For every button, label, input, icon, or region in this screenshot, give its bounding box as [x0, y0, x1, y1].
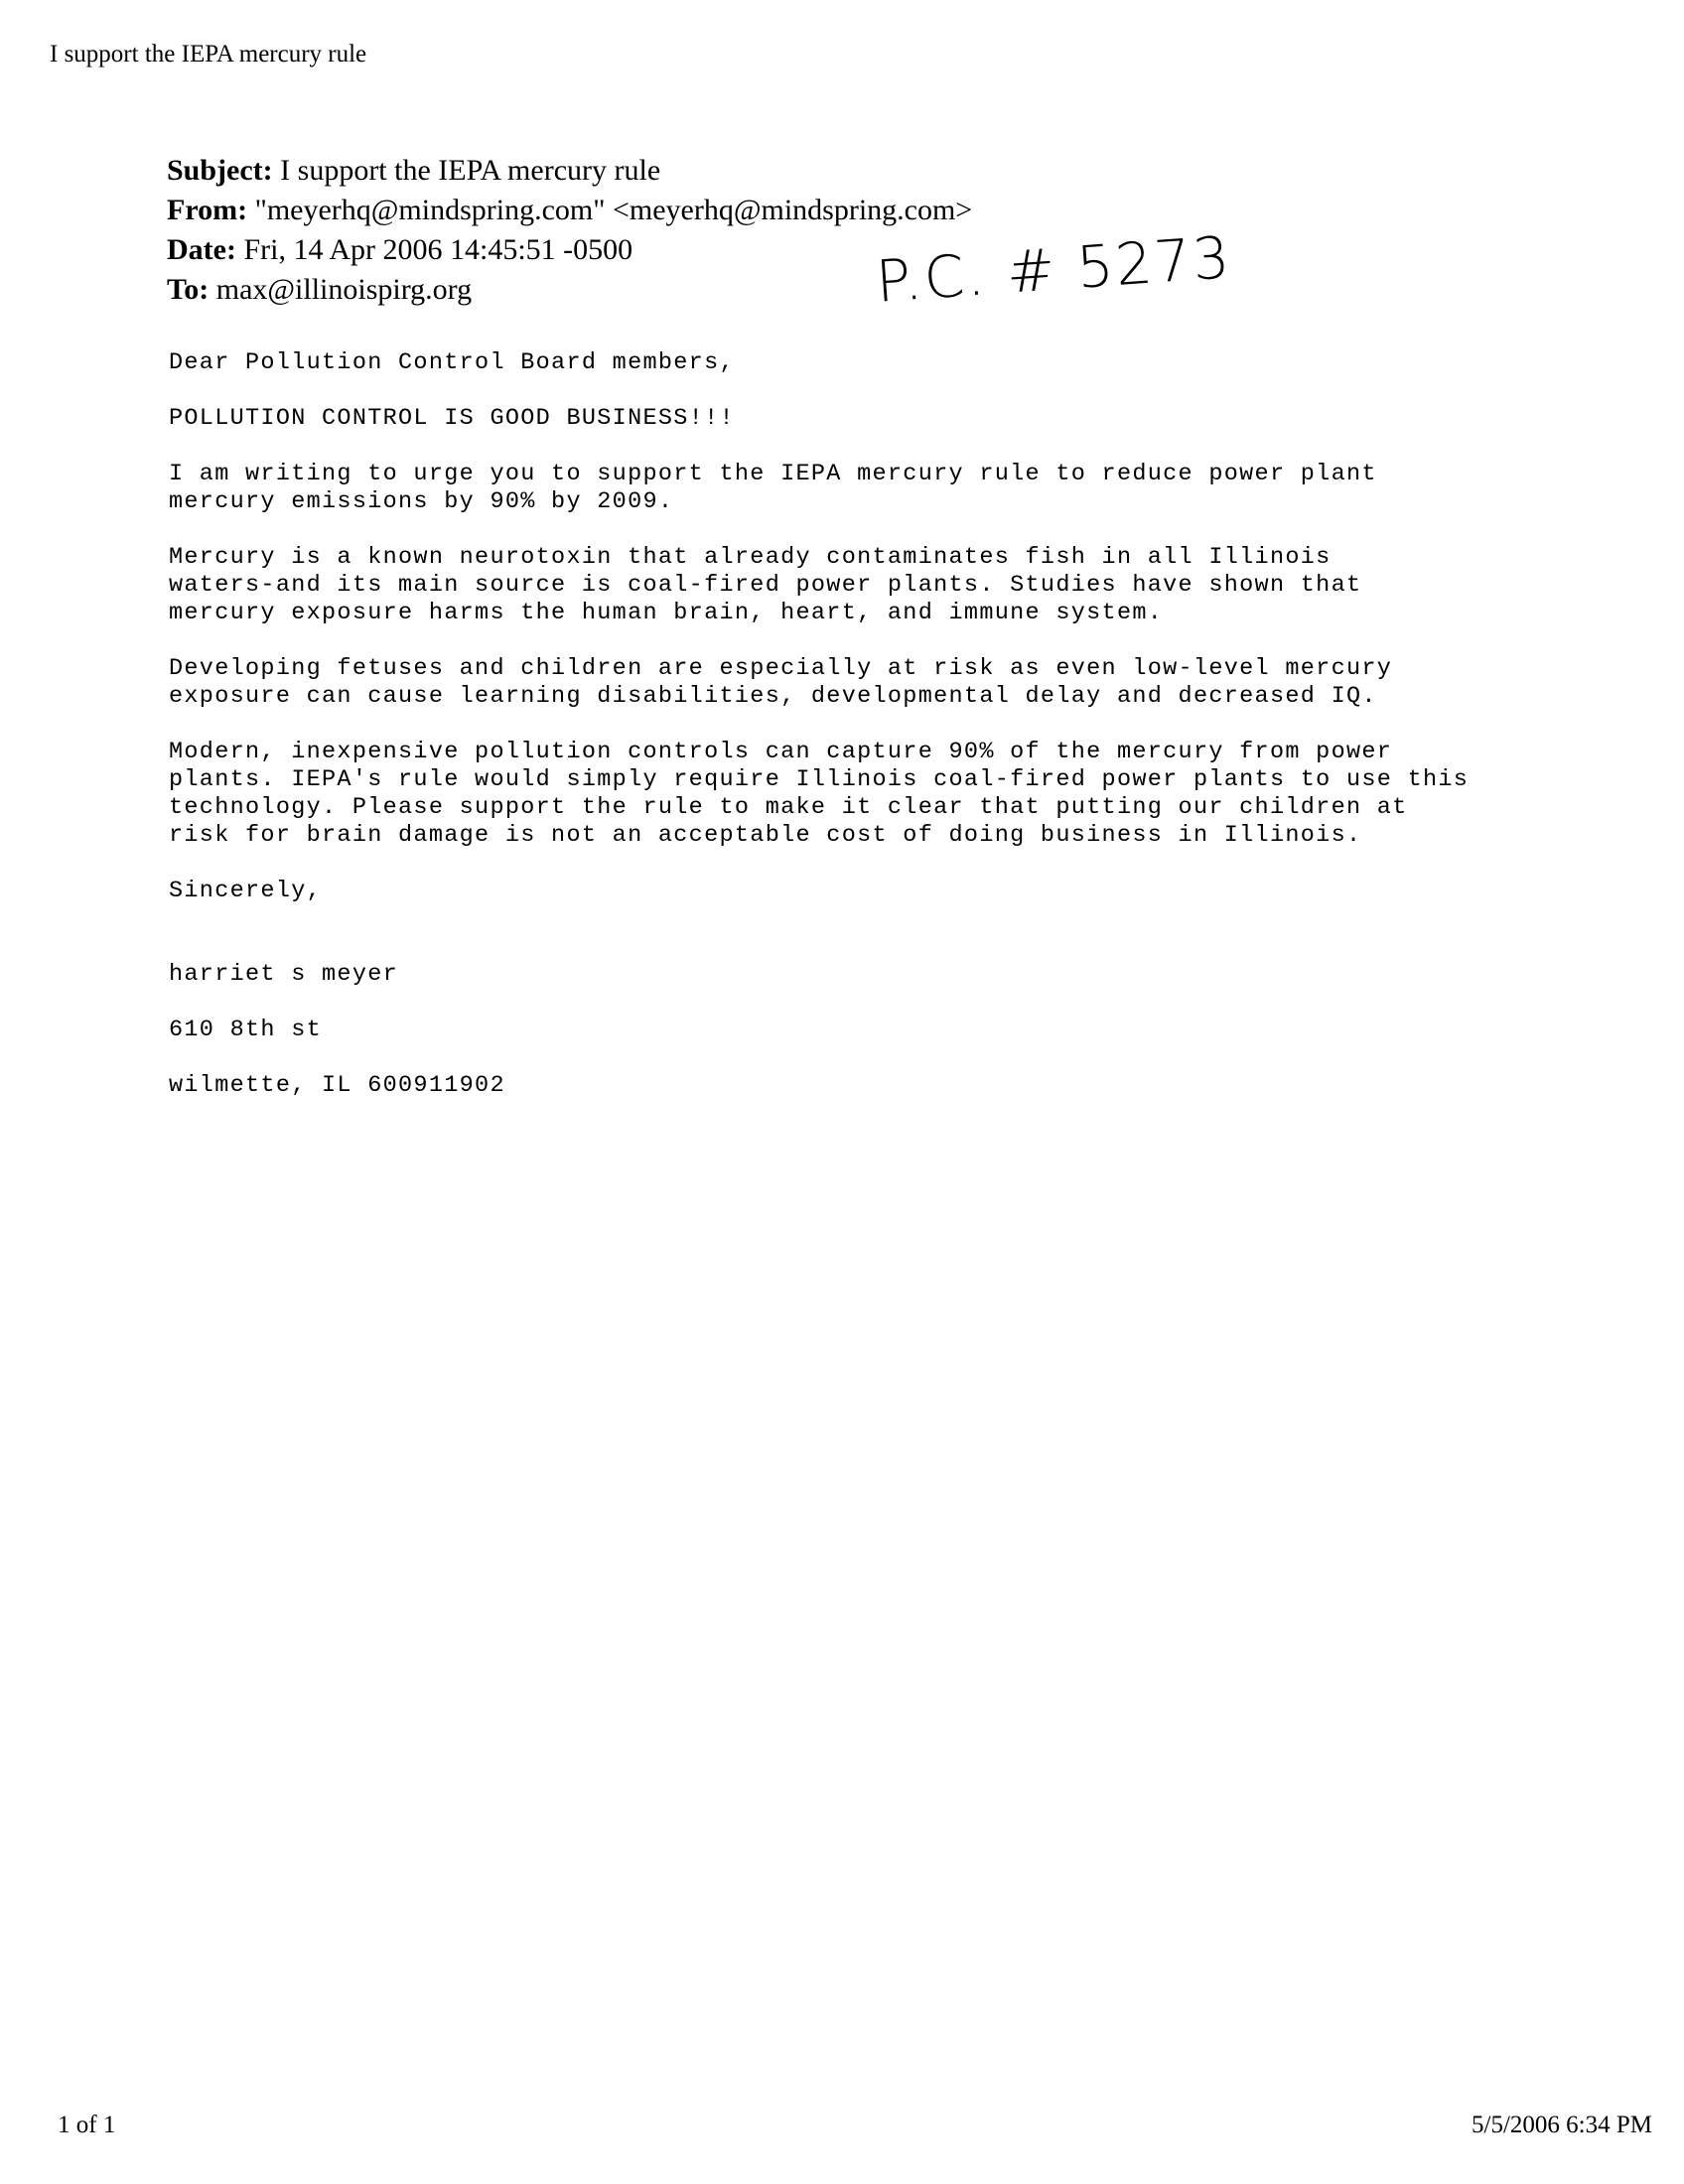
subject-value: I support the IEPA mercury rule	[280, 154, 661, 187]
from-value: "meyerhq@mindspring.com" <meyerhq@mindspring.com>	[254, 194, 973, 226]
headline: POLLUTION CONTROL IS GOOD BUSINESS!!!	[169, 405, 735, 432]
body-paragraph: Developing fetuses and children are especially at risk as even low-level mercury exposure can cause learning disabilities, developmental delay and decreased IQ.	[169, 655, 1393, 710]
date-label: Date:	[167, 233, 236, 266]
print-timestamp: 5/5/2006 6:34 PM	[1472, 2112, 1652, 2138]
email-body	[169, 349, 1559, 1128]
to-value: max@illinoispirg.org	[215, 273, 473, 306]
signature-street: 610 8th st	[169, 1017, 323, 1043]
from-label: From:	[167, 194, 248, 226]
signature-city: wilmette, IL 600911902	[169, 1072, 505, 1099]
signature-block	[169, 933, 1559, 1128]
body-paragraph: Modern, inexpensive pollution controls can capture 90% of the mercury from power plants. IEPA's rule would simply require Illinois coal-fired power plants to use this technology. Please support the rule to make it clear that putting our children at risk for brain damage is not an acceptable cost of doing business in Illinois.	[169, 739, 1470, 849]
body-paragraph: Mercury is a known neurotoxin that already contaminates fish in all Illinois waters-and its main source is coal-fired power plants. Studies have shown that mercury exposure harms the human brain, heart, and immune system.	[169, 544, 1362, 626]
greeting: Dear Pollution Control Board members,	[169, 349, 735, 376]
date-value: Fri, 14 Apr 2006 14:45:51 -0500	[243, 233, 633, 266]
subject-label: Subject:	[167, 154, 273, 187]
handwritten-pc-number: P.C. # 5273	[874, 222, 1234, 316]
from-line	[167, 191, 1358, 230]
page-number: 1 of 1	[58, 2112, 116, 2138]
closing: Sincerely,	[169, 878, 323, 904]
to-label: To:	[167, 273, 210, 306]
signature-name: harriet s meyer	[169, 961, 399, 988]
body-paragraph: I am writing to urge you to support the IEPA mercury rule to reduce power plant mercury emissions by 90% by 2009.	[169, 461, 1377, 515]
print-page-title: I support the IEPA mercury rule	[50, 41, 367, 68]
subject-line	[167, 151, 1358, 191]
